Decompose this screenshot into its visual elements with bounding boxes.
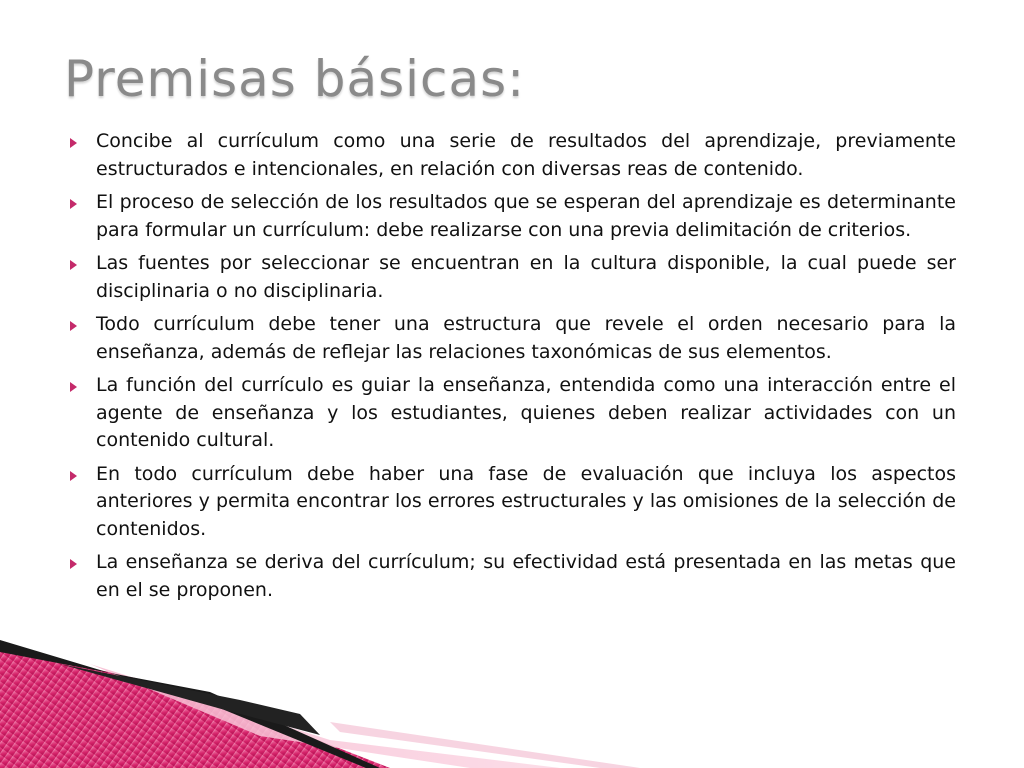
bullet-item — [66, 250, 956, 305]
bullet-text: Todo currículum debe tener una estructura que revele el orden necesario para la enseñanza, además de reflejar las relaciones taxonómicas de sus elementos. — [96, 313, 956, 363]
bullet-item — [66, 128, 956, 183]
bullet-item — [66, 372, 956, 455]
bullet-text: El proceso de selección de los resultados que se esperan del aprendizaje es determinante para formular un currículum: debe realizarse con una previa delimitación de criterios. — [96, 191, 956, 241]
bullet-text: La función del currículo es guiar la enseñanza, entendida como una interacción entre el agente de enseñanza y los estudiantes, quienes deben realizar actividades con un contenido cultural. — [96, 374, 956, 451]
bullet-text: La enseñanza se deriva del currículum; su efectividad está presentada en las metas que en el se proponen. — [96, 551, 956, 601]
bullet-text: Las fuentes por seleccionar se encuentran en la cultura disponible, la cual puede ser disciplinaria o no disciplinaria. — [96, 252, 956, 302]
triangle-bullet-icon — [70, 321, 77, 331]
bullet-list — [66, 128, 956, 610]
triangle-bullet-icon — [70, 260, 77, 270]
slide-title: Premisas básicas: — [64, 50, 526, 108]
bullet-text: En todo currículum debe haber una fase de evaluación que incluya los aspectos anteriores y permita encontrar los errores estructurales y las omisiones de la selección de contenidos. — [96, 462, 956, 540]
bullet-item — [66, 549, 956, 604]
bullet-text: Concibe al currículum como una serie de resultados del aprendizaje, previamente estructurados e intencionales, en relación con diversas reas de contenido. — [96, 130, 956, 180]
triangle-bullet-icon — [70, 199, 77, 209]
bullet-item — [66, 189, 956, 244]
triangle-bullet-icon — [70, 138, 77, 148]
triangle-bullet-icon — [70, 471, 77, 481]
bullet-item — [66, 311, 956, 366]
triangle-bullet-icon — [70, 382, 77, 392]
bullet-item — [66, 461, 956, 544]
triangle-bullet-icon — [70, 559, 77, 569]
